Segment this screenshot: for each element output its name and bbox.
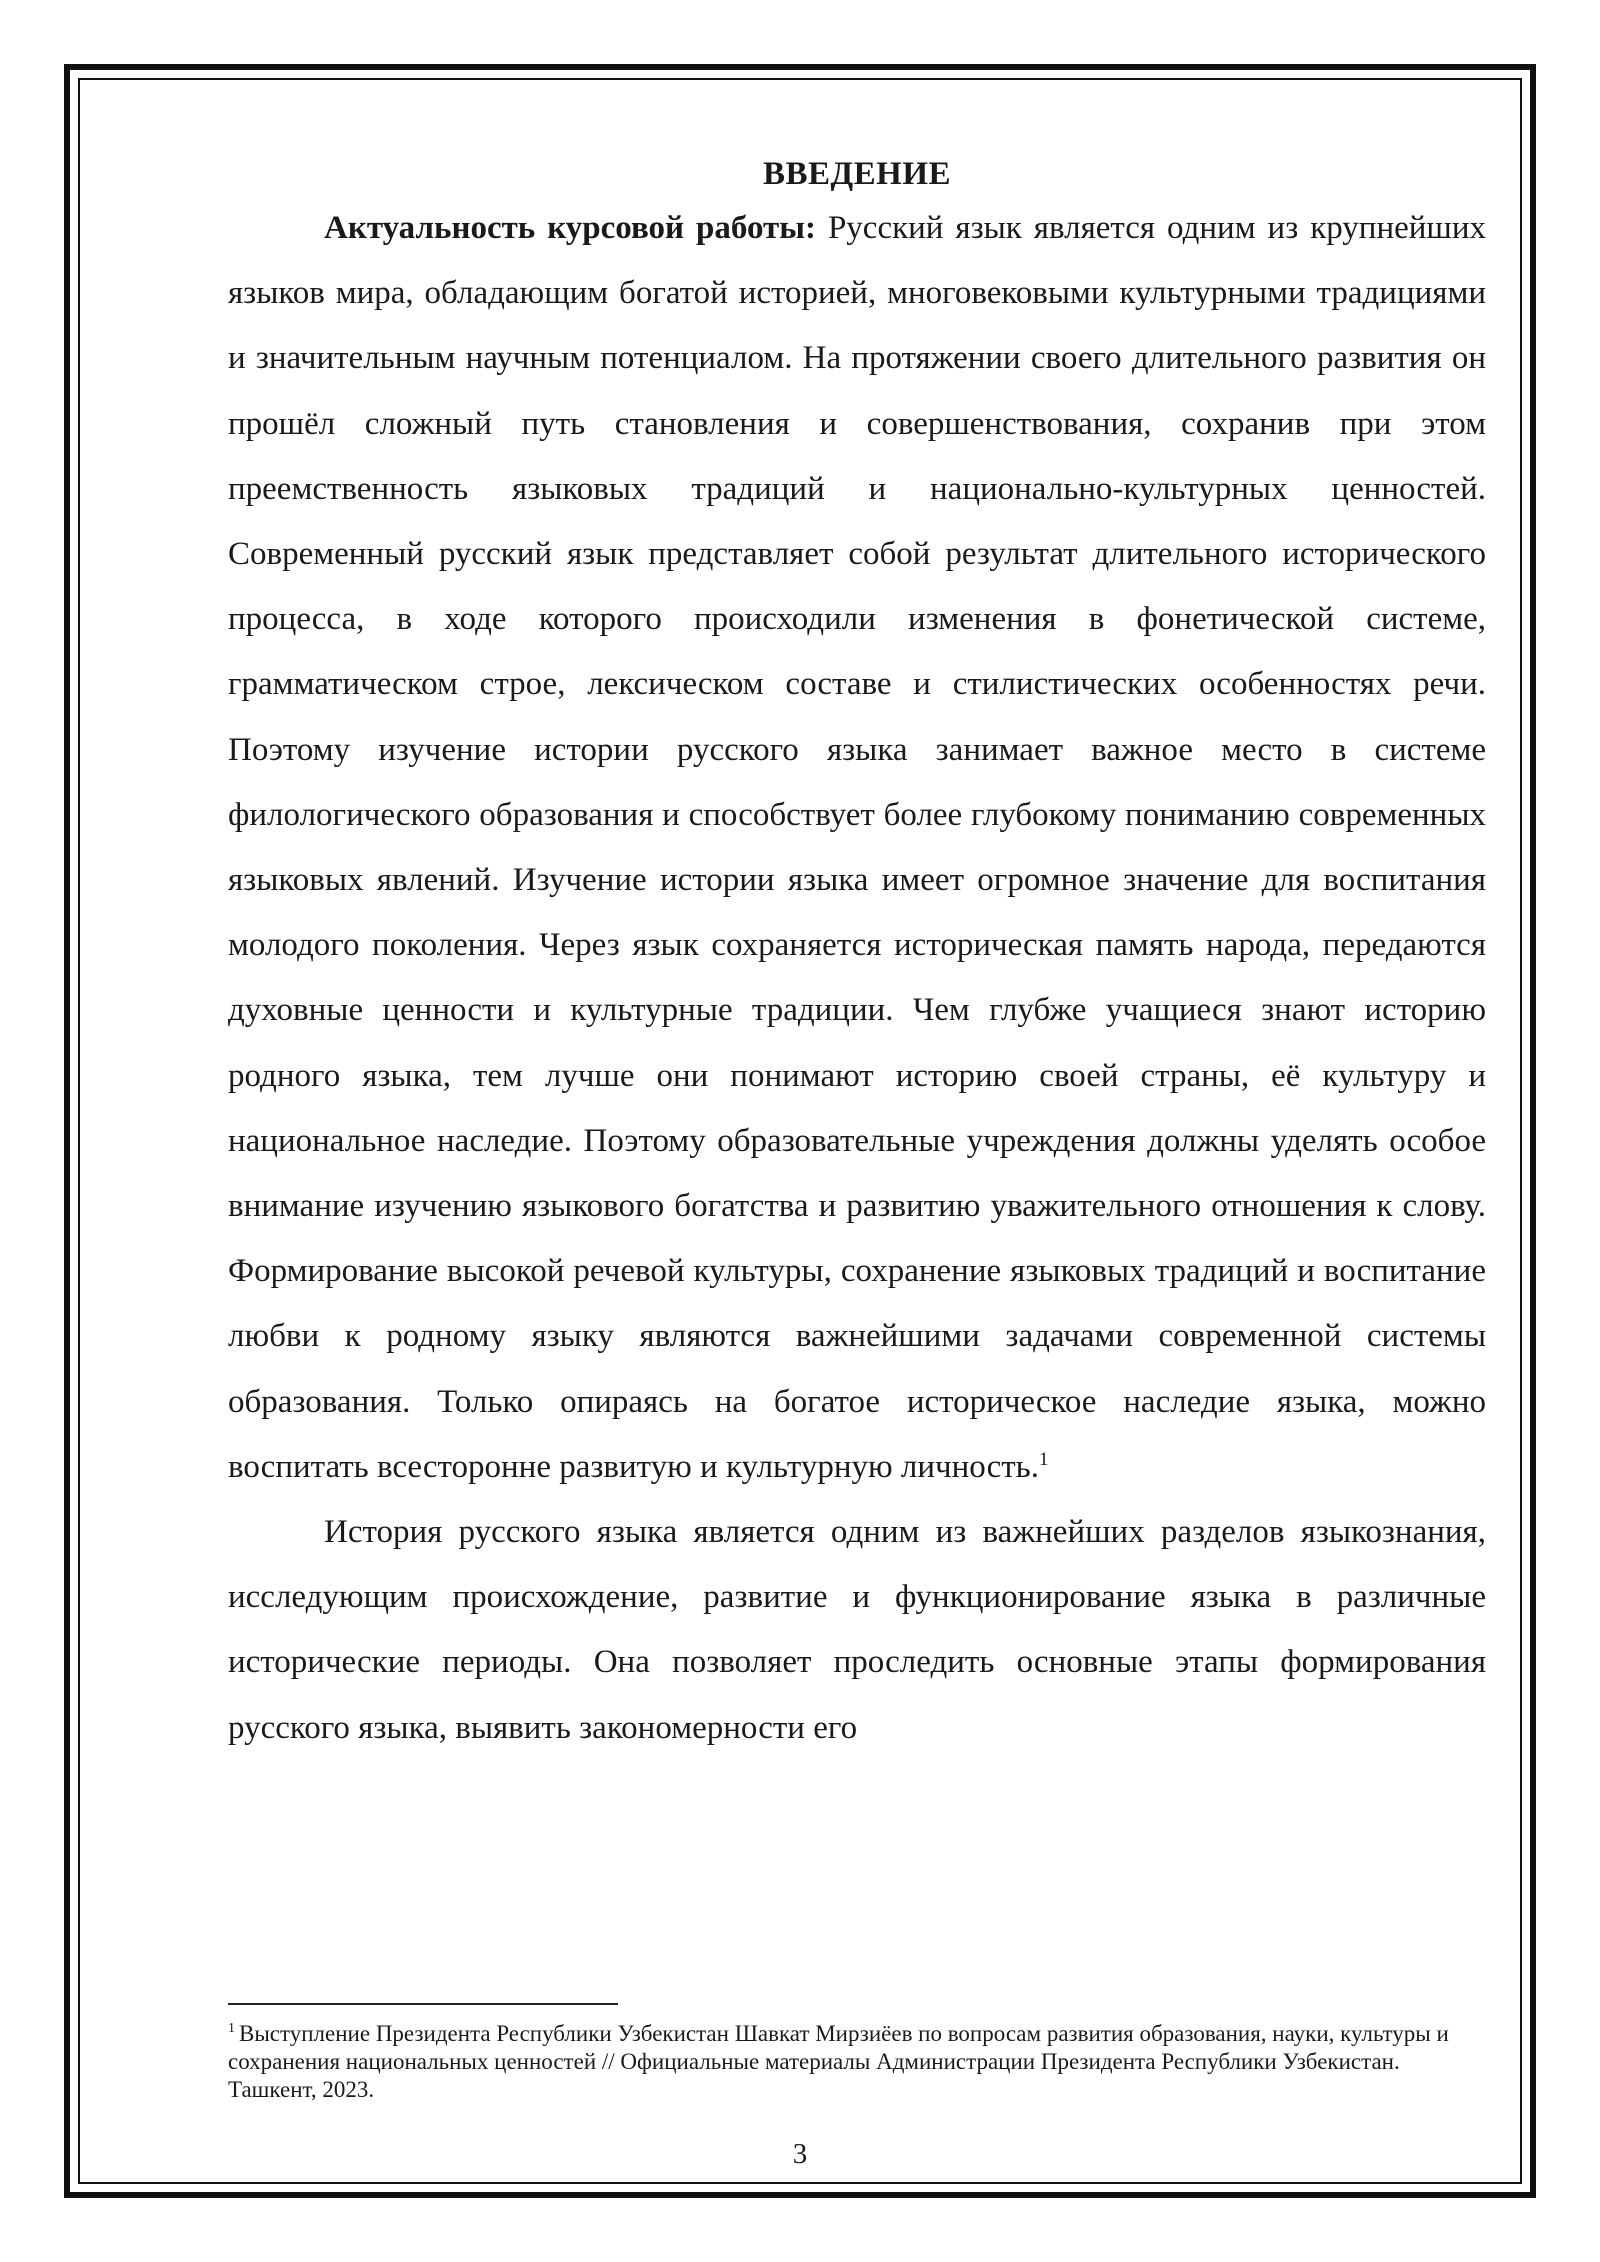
footnote-number: 1 bbox=[228, 2021, 235, 2037]
paragraph-history: История русского языка является одним из важнейших разделов языкознания, исследующим происхождение, развитие и функционирование языка в различные исторические периоды. Она позволяет проследить основные этапы формирования русского языка, выявить закономерности его bbox=[228, 1514, 1486, 1746]
paragraph-relevance bbox=[228, 196, 1486, 1500]
page-number: 3 bbox=[792, 2138, 808, 2170]
footnote-text: Выступление Президента Республики Узбекистан Шавкат Мирзиёев по вопросам развития образования, науки, культуры и сохранения национальных ценностей // Официальные материалы Администрации Президента Республики Узбекистан. Ташкент, 2023. bbox=[228, 2021, 1449, 2102]
footnote-separator bbox=[228, 2003, 618, 2005]
footnote-reference[interactable]: 1 bbox=[1038, 1448, 1049, 1470]
page-body bbox=[228, 152, 1486, 1761]
section-heading: ВВЕДЕНИЕ bbox=[762, 156, 952, 192]
footnote bbox=[228, 2020, 1486, 2104]
paragraph-lead: Актуальность курсовой работы: bbox=[324, 210, 816, 246]
paragraph-relevance-text: Русский язык является одним из крупнейших языков мира, обладающим богатой историей, многовековыми культурными традициями и значительным научным потенциалом. На протяжении своего длительного развития он прошёл сложный путь становления и совершенствования, сохранив при этом преемственность языковых традиций и национально-культурных ценностей. Современный русский язык представляет собой результат длительного исторического процесса, в ходе которого происходили изменения в фонетической системе, грамматическом строе, лексическом составе и стилистических особенностях речи. Поэтому изучение истории русского языка занимает важное место в системе филологического образования и способствует более глубокому пониманию современных языковых явлений. Изучение истории языка имеет огромное значение для воспитания молодого поколения. Через язык сохраняется историческая память народа, передаются духовные ценности и культурные традиции. Чем глубже учащиеся знают историю родного языка, тем лучше они понимают историю своей страны, её культуру и национальное наследие. Поэтому образовательные учреждения должны уделять особое внимание изучению языкового богатства и развитию уважительного отношения к слову. Формирование высокой речевой культуры, сохранение языковых традиций и воспитание любви к родному языку являются важнейшими задачами современной системы образования. Только опираясь на богатое историческое наследие языка, можно воспитать всесторонне развитую и культурную личность. bbox=[228, 210, 1486, 1485]
